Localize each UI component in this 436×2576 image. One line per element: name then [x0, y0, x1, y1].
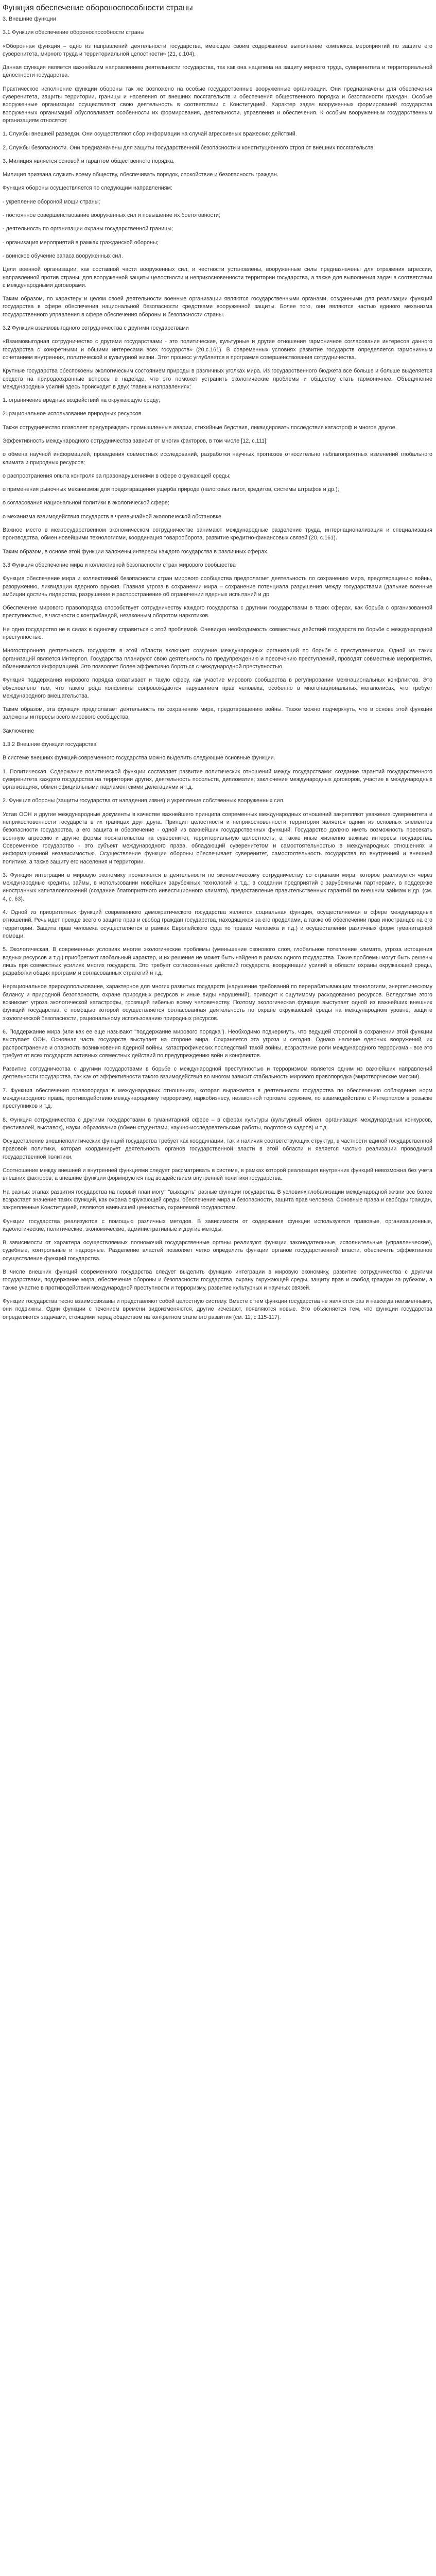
paragraph: Устав ООН и другие международные документы в качестве важнейшего принципа современных международных отношений закрепляют уважение суверенитета и неприкосновенности государств в их границах друг друга. Принцип целостности и неприкосновенности территории является одним из основных элементов безопасности государства, а его защита и обеспечение - одной из важнейших государственных функций. Государство должно иметь возможность пресекать военную агрессию и другие формы посягательства на суверенитет, территориальную целостность, а также иные жизненно важные интересы государства. Современное государство - это субъект международного права, обладающий суверенитетом и самостоятельностью в международных отношениях и информационной независимостью. Осуществление функции обороны обеспечивает суверенитет, самостоятельность государства во внутренней и внешней политике, а также защиту его населения и территории.	[3, 811, 432, 865]
paragraph: о применения рыночных механизмов для предотвращения ущерба природе (налоговых льгот, кредитов, системы штрафов и др.);	[3, 486, 339, 493]
paragraph: Нерациональное природопользование, характерное для многих развитых государств (нарушение требований по перерабатывающим технологиям, энергетическому балансу и природной безопасности, охране природных ресурсов и иные виды нарушений), приводит к ощутимому расходованию ресурсов. Вследствие этого возникает угроза экологической катастрофы, грозящей гибелью всему человечеству. Поэтому экологическая функция выступает одной из важнейших внешних функций государства, с помощью которой осуществляется согласованная деятельность по охране окружающей среды на международном уровне, защите экологической безопасности, рациональному использованию природных ресурсов.	[3, 984, 432, 1022]
paragraph: Осуществление внешнеполитических функций государства требует как координации, так и наличия соответствующих структур, в частности единой государственной правовой политики, которая координирует деятельность органов государственной власти в этой области и является частью реализации проводимой государственной политики.	[3, 1138, 432, 1160]
paragraph: Таким образом, в основе этой функции заложены интересы каждого государства в различных сферах.	[3, 548, 269, 555]
paragraph: 1.3.2 Внешние функции государства	[3, 741, 97, 748]
paragraph: о распространения опыта контроля за правонарушениями в сфере окружающей среды;	[3, 472, 231, 479]
paragraph: Многосторонняя деятельность государств в этой области включает создание международных организаций по борьбе с преступлениями. Одной из таких организаций является Интерпол. Государства планируют свою деятельность по предупреждению и пресечению преступлений, проводят совместные мероприятия, обмениваются информацией. Это позволяет более эффективно бороться с международной преступностью.	[3, 648, 432, 670]
paragraph: Не одно государство не в силах в одиночку справиться с этой проблемой. Очевидна необходимость совместных действий государств по борьбе с международной преступностью.	[3, 626, 432, 641]
paragraph: Функция поддержания мирового порядка охватывает и такую сферу, как участие мирового сообщества в регулировании межнациональных конфликтов. Это обусловлено тем, что такого рода конфликты сопровождаются нарушением прав человека, особенно в многонациональных мегаполисах, что требует международного вмешательства.	[3, 677, 432, 699]
paragraph: Заключение	[3, 727, 34, 734]
paragraph: 3. Внешние функции	[3, 16, 56, 22]
paragraph: о согласования национальной политики в экологической сфере;	[3, 500, 169, 506]
paragraph: 2. Службы безопасности. Они предназначены для защиты государственной безопасности и конституционного строя от внешних посягательств.	[3, 144, 375, 151]
paragraph: - воинское обучение запаса вооруженных сил.	[3, 252, 123, 259]
paragraph: В зависимости от характера осуществляемых полномочий государственные органы реализуют функции законодательные, исполнительные (управленческие), судебные, контрольные и надзорные. Разделение властей позволяет четко определить функции органов государственной власти, обеспечить эффективное осуществление функций государства.	[3, 1240, 432, 1262]
paragraph: 1. Политическая. Содержание политической функции составляет развитие политических отношений между государствами: создание гарантий государственного суверенитета каждого государства на территории других, деятельность посольств, дипломатия; заключение международных договоров, участие в международных организациях, обмен официальными парламентскими делегациями и т.д.	[3, 768, 432, 791]
paragraph: Функция обороны осуществляется по следующим направлениям:	[3, 185, 172, 192]
paragraph: Развитие сотрудничества с другими государствами в борьбе с международной преступностью и терроризмом является одним из важнейших направлений деятельности государства, так как от эффективности такого взаимодействия во многом зависит стабильность мирового правопорядка (миротворческие миссии).	[3, 1066, 432, 1080]
paragraph: 3.3 Функция обеспечение мира и коллективной безопасности стран мирового сообщества	[3, 562, 236, 568]
paragraph: Функции государства реализуются с помощью различных методов. В зависимости от содержания функции используются правовые, организационные, идеологические, политические, экономические, административные и другие методы.	[3, 1218, 432, 1232]
paragraph: Милиция призвана служить всему обществу, обеспечивать порядок, спокойствие и безопасность граждан.	[3, 172, 278, 178]
paragraph: 4. Одной из приоритетных функций современного демократического государства является социальная функция, осуществляемая в сфере международных отношений. Речь идет прежде всего о защите прав и свобод граждан государства, находящихся за его пределами, а также об обеспечении прав иностранцев на его территории. Защита прав человека осуществляется в рамках Европейского суда по правам человека и т.д.) и осуществлении различных форм гуманитарной помощи.	[3, 909, 432, 939]
paragraph: 7. Функция обеспечения правопорядка в международных отношениях, которая выражается в деятельности государства по обеспечению соблюдения норм международного права, противодействию международному терроризму, наркобизнесу, незаконной торговле оружием, по взаимодействию с Интерполом в розыске преступников и т.д.	[3, 1087, 432, 1110]
paragraph: 1. Службы внешней разведки. Они осуществляют сбор информации на случай агрессивных вражеских действий.	[3, 131, 297, 138]
paragraph: 2. рациональное использование природных ресурсов.	[3, 411, 143, 417]
paragraph: - укрепление обороной мощи страны;	[3, 198, 100, 205]
paragraph: о механизма взаимодействия государств в чрезвычайной экологической обстановке.	[3, 513, 223, 520]
paragraph: 5. Экологическая. В современных условиях многие экологические проблемы (уменьшение озонового слоя, глобальное потепление климата, угроза истощения водных ресурсов и т.д.) приобретают глобальный характер, и их решение не может быть найдено в рамках одного государства. Такие проблемы могут быть решены лишь при совместных усилиях многих государств. Это требует согласованных действий государств, координации усилий в области охраны окружающей среды, разработки общих программ и согласованных стратегий и т.д.	[3, 946, 432, 977]
paragraph: 3.1 Функция обеспечение обороноспособности страны	[3, 29, 145, 36]
paragraph: В системе внешних функций современного государства можно выделить следующие основные функции.	[3, 755, 275, 761]
paragraph: Эффективность международного сотрудничества зависит от многих факторов, в том числе [12, с.111]:	[3, 437, 268, 444]
paragraph: - постоянное совершенствование вооруженных сил и повышение их боеготовности;	[3, 212, 220, 219]
paragraph: Соотношение между внешней и внутренней функциями следует рассматривать в системе, в рамках которой реализация внутренних функций невозможна без учета внешних факторов, а внешние функции формируются под воздействием внутренней политики государства.	[3, 1167, 432, 1182]
paragraph: Таким образом, по характеру и целям своей деятельности военные организации являются государственными органами, созданными для реализации функций государства в сфере обеспечения национальной безопасности средствами вооруженной защиты. Более того, они являются частью единого механизма государственного управления в сфере обеспечения обороны и безопасности страны.	[3, 296, 432, 318]
paragraph: 8. Функция сотрудничества с другими государствами в гуманитарной сфере – в сферах культуры (культурный обмен, организация международных конкурсов, фестивалей, выставок), науки, образования (обмен студентами, научно-исследовательские работы, подготовка кадров) и т.д.	[3, 1116, 432, 1131]
paragraph: Также сотрудничество позволяет предупреждать промышленные аварии, стихийные бедствия, ликвидировать последствия катастроф и многое другое.	[3, 424, 397, 431]
paragraph: - деятельность по организации охраны государственной границы;	[3, 226, 173, 232]
paragraph: 2. Функция обороны (защиты государства от нападения извне) и укрепление собственных вооруженных сил.	[3, 798, 285, 804]
paragraph: Крупные государства обеспокоены экологическим состоянием природы в различных уголках мира. Из государственного бюджета все больше и больше выделяется средств на природоохранные вопросы в надежде, что это поможет устранить экологические проблемы и обществу стать гармоничнее. Объединение международных усилий здесь происходит в двух главных направлениях:	[3, 368, 432, 390]
document-body	[3, 15, 432, 1321]
paragraph: 1. ограничение вредных воздействий на окружающую среду;	[3, 397, 160, 404]
paragraph: Функции государства тесно взаимосвязаны и представляют собой целостную систему. Вместе с тем функции государства не являются раз и навсегда неизменными, они подвижны. Одни функции с течением времени видоизменяются, другие исчезают, появляются новые. Это объясняется тем, что функции государства определяются задачами, стоящими перед обществом на конкретном этапе его развития (см. 11, с.115-117).	[3, 1298, 432, 1320]
paragraph: - организация мероприятий в рамках гражданской обороны;	[3, 239, 159, 246]
paragraph: Таким образом, эта функция предполагает деятельность по сохранению мира, предотвращению войны. Также можно подчеркнуть, что в основе этой функции заложены интересы всего мирового сообщества.	[3, 706, 432, 721]
paragraph: На разных этапах развития государства на первый план могут "выходить" разные функции государства. В условиях глобализации международной жизни все более возрастает значение таких функций, как охрана окружающей среды, обеспечение мира и безопасности, защита прав человека. Основные права и свободы граждан, закрепленные Конституцией, являются наивысшей ценностью, охраняемой государством.	[3, 1189, 432, 1211]
paragraph: Цели военной организации, как составной части вооруженных сил, и честности установлены, вооруженные силы предназначены для отражения агрессии, направленной против страны, для вооруженной защиты целостности и неприкосновенности территории государства, а также для выполнения задач в соответствии с международными договорами.	[3, 266, 432, 289]
paragraph: «Оборонная функция – одно из направлений деятельности государства, имеющее своим содержанием выполнение комплекса мероприятий по защите его суверенитета, мирного труда и территориальной целостности» (21, с.104).	[3, 43, 432, 57]
paragraph: 6. Поддержание мира (или как ее еще называют "поддержание мирового порядка"). Необходимо подчеркнуть, что ведущей стороной в сохранении этой функции выступает ООН. Основная часть государств выступает на стороне мира. Сохраняется эта угроза и сегодня. Однако наличие ядерных вооружений, их распространение и опасность возникновения ядерной войны, катастрофических последствий такой войны, возрастание роли международного терроризма - все это требует от всех государств активных совместных действий по предупреждению войн и конфликтов.	[3, 1028, 432, 1059]
paragraph: В числе внешних функций современного государства следует выделить функцию интеграции в мировую экономику, развитие сотрудничества с другими государствами, поддержание мира, обеспечение обороны и безопасности государства, охрану окружающей среды, защиту прав и свобод граждан за рубежом, а также участие в противодействии международной преступности и терроризму, развитие культурных и научных связей.	[3, 1269, 432, 1291]
paragraph: «Взаимовыгодная сотрудничество с другими государствами - это политические, культурные и другие отношения гармоничное согласование интересов данного государства с конкретными и общими интересами всех государств» (20,с.161). В современных условиях развитие государств определяется гармоничным сочетанием внутренних, политической и культурной жизни. Этот процесс углубляется в программе совершенствования сотрудничества.	[3, 338, 432, 361]
page-title: Функция обеспечение обороноспособности страны	[3, 4, 193, 12]
paragraph: 3.2 Функция взаимовыгодного сотрудничества с другими государствами	[3, 325, 189, 332]
paragraph: 3. Функция интеграции в мировую экономику проявляется в деятельности по экономическому сотрудничеству со странами мира, которое реализуется через международные кредиты, займы, в использовании новейших зарубежных технологий и т.д.; в создании предприятий с зарубежными партнерами, в поддержке иностранных капиталовложений (создание благоприятного инвестиционного климата), предоставление правительственных гарантий по внешним займам и др. (см. 4, с. 63).	[3, 872, 432, 902]
paragraph: Важное место в межгосударственном экономическом сотрудничестве занимают международные разделение труда, интернационализация и специализация производства, обмен новейшими технологиями, координация товарооборота, развитие кредитно-финансовых связей (20, с.161).	[3, 527, 432, 541]
paragraph: Обеспечение мирового правопорядка способствует сотрудничеству каждого государства с другими государствами в таких сферах, как борьба с организованной преступностью, в частности с контрабандой, незаконным оборотом наркотиков.	[3, 605, 432, 619]
paragraph: Практическое исполнение функции обороны так же возложено на особые государственные вооруженные организации. Они предназначены для обеспечения суверенитета, защиты территории, границы и населения от внешних посягательств и обеспечения общественного порядка и безопасности граждан. Особые вооруженные организации осуществляют свою деятельность в соответствии с Конституцией. Характер задач вооруженных формирований государства вооруженных организаций обусловливает особенности их формирования, деятельности, управления и обеспечения. К особым вооруженным государственным организациям относятся:	[3, 86, 432, 124]
paragraph: Функция обеспечение мира и коллективной безопасности стран мирового сообщества предполагает деятельность по сохранению мира, предотвращению войны, разоружению, ликвидации ядерного оружия. Главная угроза в сохранении мира – сохранение потенциала разрушения между государствами (дальние военные амбиции достичь лидерства, разрушение и распространение об ограничении ядерных испытаний и др.	[3, 575, 432, 598]
paragraph: Данная функция является важнейшим направлением деятельности государства, так как она нацелена на защиту мирного труда, суверенитета и территориальной целостности государства.	[3, 64, 432, 79]
paragraph: о обмена научной информацией, проведения совместных исследований, разработки научных прогнозов относительно неблагоприятных изменений глобального климата и природных ресурсов;	[3, 451, 432, 466]
paragraph: 3. Милиция является основой и гарантом общественного порядка.	[3, 158, 175, 164]
